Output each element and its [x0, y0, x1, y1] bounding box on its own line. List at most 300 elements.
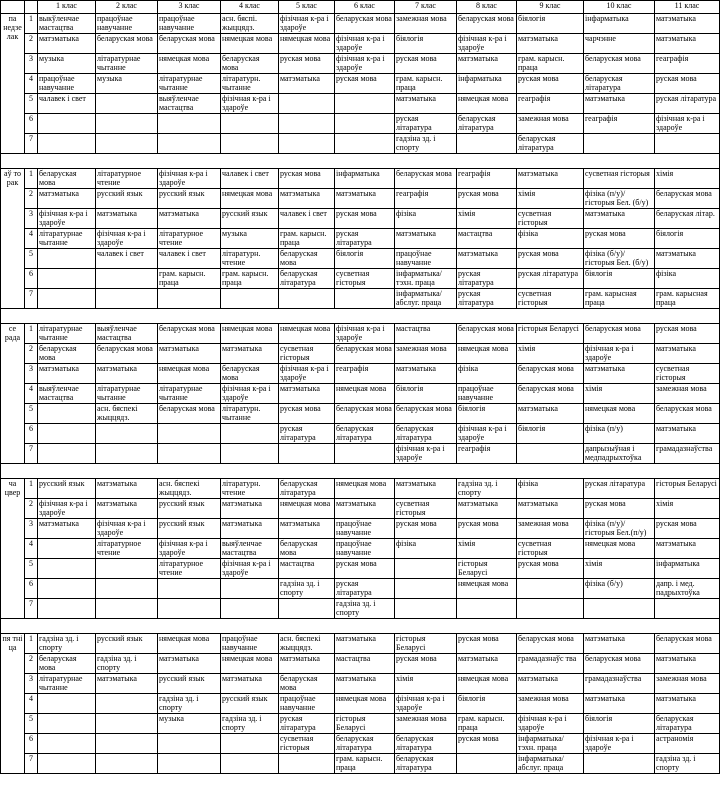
lesson-cell: астраномія	[655, 734, 720, 754]
separator-cell	[221, 619, 279, 634]
lesson-cell: нямецкая мова	[457, 94, 517, 114]
lesson-cell: матэматыка	[655, 344, 720, 364]
lesson-cell: беларуская мова	[38, 344, 96, 364]
separator-cell	[457, 464, 517, 479]
lesson-cell	[96, 289, 158, 309]
lesson-cell: грам. карысная праца	[655, 289, 720, 309]
lesson-cell: біялогія	[517, 424, 584, 444]
lesson-number: 6	[25, 424, 38, 444]
lesson-cell: літаратурное чтение	[96, 169, 158, 189]
lesson-cell: матэматыка	[457, 249, 517, 269]
lesson-cell: беларуская мова	[655, 189, 720, 209]
lesson-cell: гадзіна зд. і спорту	[655, 754, 720, 774]
separator-cell	[221, 309, 279, 324]
lesson-cell: беларуская мова	[517, 634, 584, 654]
lesson-cell: чалавек і свет	[221, 169, 279, 189]
lesson-cell	[335, 289, 395, 309]
lesson-cell: беларуская мова	[158, 404, 221, 424]
lesson-row	[1, 14, 720, 34]
separator-cell	[96, 619, 158, 634]
lesson-cell: чалавек і свет	[158, 249, 221, 269]
lesson-cell: літаратурнае чытанне	[96, 54, 158, 74]
lesson-cell: нямецкая мова	[335, 384, 395, 404]
lesson-row	[1, 654, 720, 674]
lesson-number: 6	[25, 269, 38, 289]
lesson-cell: інфарматыка	[457, 74, 517, 94]
lesson-cell: беларуская мова	[158, 34, 221, 54]
lesson-cell: матэматыка	[584, 694, 655, 714]
lesson-cell	[158, 599, 221, 619]
separator-cell	[279, 464, 335, 479]
lesson-cell: матэматыка	[279, 654, 335, 674]
lesson-cell	[221, 289, 279, 309]
lesson-cell: русский язык	[38, 479, 96, 499]
lesson-cell: руская мова	[517, 249, 584, 269]
separator-cell	[335, 154, 395, 169]
class-header: 11 клас	[655, 1, 720, 14]
class-header: 6 клас	[335, 1, 395, 14]
lesson-cell	[279, 599, 335, 619]
lesson-row	[1, 344, 720, 364]
lesson-cell: русский язык	[158, 674, 221, 694]
lesson-cell	[38, 579, 96, 599]
lesson-cell: фізіка	[457, 364, 517, 384]
lesson-cell: матэматыка	[221, 519, 279, 539]
lesson-row	[1, 579, 720, 599]
separator-cell	[395, 619, 457, 634]
lesson-number: 7	[25, 289, 38, 309]
lesson-number: 4	[25, 74, 38, 94]
separator-cell	[38, 154, 96, 169]
lesson-cell: інфарматыка/ тэхн. праца	[395, 269, 457, 289]
separator-cell	[335, 309, 395, 324]
lesson-row	[1, 269, 720, 289]
lesson-cell: фізіка	[395, 209, 457, 229]
lesson-cell: фізіка (б/у)/ гісторыя Бел. (б/у)	[584, 249, 655, 269]
lesson-cell: фізічная к-ра і здароўе	[279, 364, 335, 384]
lesson-cell: музыка	[221, 229, 279, 249]
lesson-cell	[395, 579, 457, 599]
lesson-cell	[38, 424, 96, 444]
lesson-cell	[158, 134, 221, 154]
lesson-cell: руская мова	[655, 519, 720, 539]
lesson-cell	[158, 754, 221, 774]
lesson-cell: нямецкая мова	[158, 364, 221, 384]
lesson-cell: фізічная к-ра і здароўе	[279, 14, 335, 34]
lesson-cell: літаратурнае чытанне	[38, 229, 96, 249]
lesson-cell: матэматыка	[584, 94, 655, 114]
separator-cell	[158, 619, 221, 634]
lesson-cell	[38, 114, 96, 134]
lesson-cell: беларуская мова	[457, 324, 517, 344]
lesson-cell: руская мова	[279, 169, 335, 189]
lesson-row	[1, 229, 720, 249]
lesson-cell	[38, 754, 96, 774]
lesson-cell: руская мова	[517, 559, 584, 579]
lesson-cell	[38, 734, 96, 754]
lesson-cell: матэматыка	[96, 364, 158, 384]
lesson-cell: матэматыка	[335, 634, 395, 654]
lesson-row	[1, 134, 720, 154]
lesson-number: 6	[25, 579, 38, 599]
lesson-cell: матэматыка	[279, 519, 335, 539]
separator-cell	[96, 154, 158, 169]
lesson-number: 7	[25, 754, 38, 774]
lesson-cell: працоўнае навучанне	[335, 539, 395, 559]
lesson-row	[1, 169, 720, 189]
lesson-cell: гадзіна зд. і спорту	[158, 694, 221, 714]
lesson-cell: літаратурнае чытанне	[38, 674, 96, 694]
day-separator	[1, 464, 720, 479]
lesson-cell	[655, 134, 720, 154]
lesson-cell	[38, 404, 96, 424]
lesson-cell: сусветная гісторыя	[517, 209, 584, 229]
lesson-cell: беларуская мова	[335, 14, 395, 34]
lesson-cell: руская мова	[395, 54, 457, 74]
lesson-cell: беларуская мова	[38, 169, 96, 189]
separator-cell	[395, 309, 457, 324]
day-label: па недзе лак	[1, 14, 25, 154]
lesson-cell: нямецкая мова	[335, 694, 395, 714]
lesson-cell: асн. бяспекі жыццядз.	[96, 404, 158, 424]
lesson-cell: матэматыка	[395, 94, 457, 114]
lesson-row	[1, 479, 720, 499]
lesson-cell: хімія	[584, 384, 655, 404]
lesson-cell: матэматыка	[655, 14, 720, 34]
lesson-cell: мастацтва	[457, 229, 517, 249]
lesson-cell: руская літаратура	[457, 269, 517, 289]
lesson-cell: руская мова	[279, 404, 335, 424]
lesson-cell: інфарматыка	[655, 559, 720, 579]
lesson-cell: руская мова	[655, 74, 720, 94]
lesson-cell: грам. карысн. праца	[279, 229, 335, 249]
lesson-cell: гадзіна зд. і спорту	[279, 579, 335, 599]
day-separator	[1, 619, 720, 634]
lesson-cell	[279, 444, 335, 464]
separator-cell	[1, 154, 25, 169]
separator-cell	[395, 464, 457, 479]
lesson-cell: беларуская мова	[335, 344, 395, 364]
lesson-cell: біялогія	[395, 34, 457, 54]
lesson-cell: сусветная гісторыя	[279, 344, 335, 364]
lesson-cell: матэматыка	[457, 499, 517, 519]
lesson-cell: гадзіна зд. і спорту	[335, 599, 395, 619]
lesson-cell: біялогія	[584, 714, 655, 734]
separator-cell	[457, 619, 517, 634]
lesson-cell: інфарматыка	[584, 14, 655, 34]
lesson-cell: матэматыка	[279, 74, 335, 94]
lesson-cell	[279, 134, 335, 154]
lesson-cell: хімія	[457, 209, 517, 229]
lesson-cell: беларуская мова	[38, 654, 96, 674]
lesson-cell: беларуская мова	[279, 674, 335, 694]
lesson-cell: руская мова	[279, 54, 335, 74]
separator-cell	[395, 154, 457, 169]
lesson-cell: русский язык	[221, 209, 279, 229]
lesson-cell: біялогія	[335, 249, 395, 269]
lesson-cell	[96, 579, 158, 599]
lesson-cell: фізічная к-ра і здароўе	[584, 734, 655, 754]
lesson-cell	[96, 694, 158, 714]
lesson-cell: чалавек і свет	[279, 209, 335, 229]
lesson-cell: гісторыя Беларусі	[517, 324, 584, 344]
lesson-cell	[221, 424, 279, 444]
lesson-number: 1	[25, 14, 38, 34]
lesson-cell: руская літаратура	[655, 94, 720, 114]
lesson-cell: геаграфія	[655, 54, 720, 74]
lesson-cell: біялогія	[517, 14, 584, 34]
lesson-number: 4	[25, 694, 38, 714]
lesson-cell	[158, 289, 221, 309]
lesson-cell	[221, 754, 279, 774]
lesson-cell: грамадазнаўства	[655, 444, 720, 464]
lesson-cell: гісторыя Беларусі	[655, 479, 720, 499]
lesson-cell: грам. карысн. праца	[457, 714, 517, 734]
separator-cell	[279, 154, 335, 169]
class-header	[25, 1, 38, 14]
lesson-row	[1, 559, 720, 579]
day-label: се рада	[1, 324, 25, 464]
separator-cell	[457, 309, 517, 324]
lesson-cell	[279, 114, 335, 134]
lesson-cell: матэматыка	[221, 674, 279, 694]
lesson-cell: геаграфія	[517, 94, 584, 114]
lesson-cell	[38, 539, 96, 559]
lesson-cell: матэматыка	[655, 654, 720, 674]
lesson-cell: беларуская літаратура	[584, 74, 655, 94]
lesson-cell	[517, 579, 584, 599]
lesson-cell: матэматыка	[38, 519, 96, 539]
separator-cell	[655, 154, 720, 169]
lesson-cell: матэматыка	[395, 229, 457, 249]
lesson-cell: інфарматыка/ тэхн. праца	[517, 734, 584, 754]
lesson-number: 7	[25, 444, 38, 464]
lesson-cell: матэматыка	[517, 674, 584, 694]
separator-cell	[655, 309, 720, 324]
lesson-cell: русский язык	[96, 634, 158, 654]
lesson-cell: замежная мова	[655, 384, 720, 404]
lesson-cell: беларуская літаратура	[335, 734, 395, 754]
lesson-cell: фізіка (п/у)	[584, 424, 655, 444]
lesson-cell: матэматыка	[655, 249, 720, 269]
lesson-cell: матэматыка	[96, 674, 158, 694]
lesson-row	[1, 714, 720, 734]
lesson-cell: грам. карысн. праца	[517, 54, 584, 74]
lesson-cell: беларуская мова	[279, 249, 335, 269]
lesson-cell	[96, 444, 158, 464]
separator-cell	[25, 619, 38, 634]
lesson-cell: выкўленчае мастацтва	[38, 14, 96, 34]
lesson-cell: грам. карысн. праца	[335, 754, 395, 774]
lesson-cell: русский язык	[158, 499, 221, 519]
lesson-cell: матэматыка	[96, 499, 158, 519]
lesson-cell: фізічная к-ра і здароўе	[395, 444, 457, 464]
lesson-cell	[38, 269, 96, 289]
lesson-cell: беларуская літаратура	[457, 114, 517, 134]
lesson-cell: русский язык	[158, 519, 221, 539]
lesson-cell: матэматыка	[655, 424, 720, 444]
lesson-cell: нямецкая мова	[335, 479, 395, 499]
lesson-cell	[38, 444, 96, 464]
separator-cell	[38, 464, 96, 479]
lesson-cell: асн. бяспекі жыццядз.	[279, 634, 335, 654]
day-separator	[1, 309, 720, 324]
lesson-row	[1, 404, 720, 424]
lesson-cell: нямецкая мова	[158, 634, 221, 654]
lesson-cell: працоўнае навучанне	[335, 519, 395, 539]
lesson-row	[1, 34, 720, 54]
lesson-cell: фізічная к-ра і здароўе	[38, 209, 96, 229]
lesson-cell: матэматыка	[38, 34, 96, 54]
lesson-row	[1, 74, 720, 94]
lesson-row	[1, 519, 720, 539]
class-header: 2 клас	[96, 1, 158, 14]
lesson-cell: чарчэнне	[584, 34, 655, 54]
lesson-row	[1, 634, 720, 654]
day-label: ча цвер	[1, 479, 25, 619]
lesson-cell: мастацтва	[335, 654, 395, 674]
lesson-row	[1, 94, 720, 114]
lesson-cell	[221, 134, 279, 154]
lesson-cell: беларуская літар.	[655, 209, 720, 229]
lesson-number: 5	[25, 94, 38, 114]
lesson-cell: дапр. і мед. падрыхтоўка	[655, 579, 720, 599]
lesson-cell: фізічная к-ра і здароўе	[335, 324, 395, 344]
lesson-cell: беларуская мова	[584, 654, 655, 674]
lesson-cell: грам. карысн. праца	[221, 269, 279, 289]
lesson-cell	[221, 444, 279, 464]
lesson-cell: літаратурнае чытанне	[96, 384, 158, 404]
lesson-cell: фізічная к-ра і здароўе	[38, 499, 96, 519]
lesson-cell: руская мова	[457, 519, 517, 539]
lesson-cell: русский язык	[158, 189, 221, 209]
lesson-cell	[335, 134, 395, 154]
lesson-cell: літаратурн. чытанне	[221, 404, 279, 424]
separator-cell	[25, 154, 38, 169]
separator-cell	[25, 309, 38, 324]
lesson-cell: сусветная гісторыя	[517, 539, 584, 559]
lesson-cell: фізіка (п/у)/ гісторыя Бел. (б/у)	[584, 189, 655, 209]
lesson-cell	[96, 134, 158, 154]
lesson-cell: матэматыка	[335, 499, 395, 519]
lesson-cell: фізіка	[517, 229, 584, 249]
separator-cell	[1, 309, 25, 324]
separator-cell	[1, 619, 25, 634]
separator-cell	[457, 154, 517, 169]
lesson-cell: сусветная гісторыя	[395, 499, 457, 519]
lesson-cell	[335, 444, 395, 464]
lesson-cell: матэматыка	[38, 189, 96, 209]
separator-cell	[158, 154, 221, 169]
lesson-cell	[335, 114, 395, 134]
lesson-cell: фізіка	[517, 479, 584, 499]
separator-cell	[279, 309, 335, 324]
lesson-row	[1, 424, 720, 444]
lesson-cell: музыка	[38, 54, 96, 74]
lesson-cell	[96, 269, 158, 289]
lesson-cell: гадзіна зд. і спорту	[96, 654, 158, 674]
lesson-cell: руская мова	[335, 74, 395, 94]
lesson-cell: беларуская мова	[457, 14, 517, 34]
lesson-cell: руская мова	[457, 734, 517, 754]
separator-cell	[221, 464, 279, 479]
lesson-cell	[335, 94, 395, 114]
lesson-cell: грам. карысная праца	[584, 289, 655, 309]
lesson-cell: гадзіна зд. і спорту	[38, 634, 96, 654]
lesson-cell: беларуская літаратура	[395, 734, 457, 754]
lesson-cell	[38, 714, 96, 734]
lesson-cell	[221, 734, 279, 754]
lesson-cell	[96, 714, 158, 734]
lesson-cell	[96, 114, 158, 134]
lesson-cell: руская літаратура	[517, 269, 584, 289]
lesson-cell: фізіка	[395, 539, 457, 559]
lesson-number: 4	[25, 384, 38, 404]
lesson-cell: руская мова	[584, 499, 655, 519]
separator-cell	[279, 619, 335, 634]
lesson-cell	[158, 424, 221, 444]
lesson-cell: фізічная к-ра і здароўе	[96, 519, 158, 539]
lesson-cell: нямецкая мова	[221, 34, 279, 54]
day-label: пя тні ца	[1, 634, 25, 774]
separator-cell	[96, 309, 158, 324]
lesson-cell: грамадазнаўства	[584, 674, 655, 694]
lesson-number: 1	[25, 324, 38, 344]
class-header: 3 клас	[158, 1, 221, 14]
day-label: аў то рак	[1, 169, 25, 309]
lesson-cell: фізічная к-ра і здароўе	[221, 384, 279, 404]
lesson-cell: руская мова	[395, 519, 457, 539]
lesson-cell: біялогія	[457, 694, 517, 714]
lesson-row	[1, 539, 720, 559]
lesson-cell: сусветная гісторыя	[335, 269, 395, 289]
lesson-cell: руская мова	[335, 209, 395, 229]
lesson-cell	[517, 599, 584, 619]
lesson-number: 5	[25, 714, 38, 734]
lesson-cell: літаратурное чтение	[96, 539, 158, 559]
lesson-cell: фізічная к-ра і здароўе	[584, 344, 655, 364]
lesson-row	[1, 694, 720, 714]
lesson-cell: русский язык	[221, 694, 279, 714]
lesson-cell: фізіка	[655, 269, 720, 289]
lesson-cell	[517, 444, 584, 464]
lesson-cell: нямецкая мова	[584, 404, 655, 424]
lesson-cell: руская мова	[517, 74, 584, 94]
lesson-cell	[584, 754, 655, 774]
lesson-cell: хімія	[457, 539, 517, 559]
class-header: 7 клас	[395, 1, 457, 14]
lesson-cell: інфарматыка/ абслуг. праца	[395, 289, 457, 309]
separator-cell	[1, 464, 25, 479]
lesson-cell: гадзіна зд. і спорту	[395, 134, 457, 154]
lesson-cell	[96, 424, 158, 444]
lesson-cell: хімія	[584, 559, 655, 579]
lesson-cell	[96, 754, 158, 774]
lesson-row	[1, 324, 720, 344]
lesson-cell: матэматыка	[517, 499, 584, 519]
lesson-cell: руская мова	[457, 189, 517, 209]
lesson-cell: хімія	[395, 674, 457, 694]
class-header	[1, 1, 25, 14]
header-row	[1, 1, 720, 14]
lesson-cell: фізічная к-ра і здароўе	[335, 54, 395, 74]
lesson-cell: хімія	[517, 344, 584, 364]
separator-cell	[584, 154, 655, 169]
lesson-cell: гадзіна зд. і спорту	[457, 479, 517, 499]
lesson-cell	[96, 559, 158, 579]
lesson-number: 5	[25, 404, 38, 424]
lesson-number: 6	[25, 114, 38, 134]
